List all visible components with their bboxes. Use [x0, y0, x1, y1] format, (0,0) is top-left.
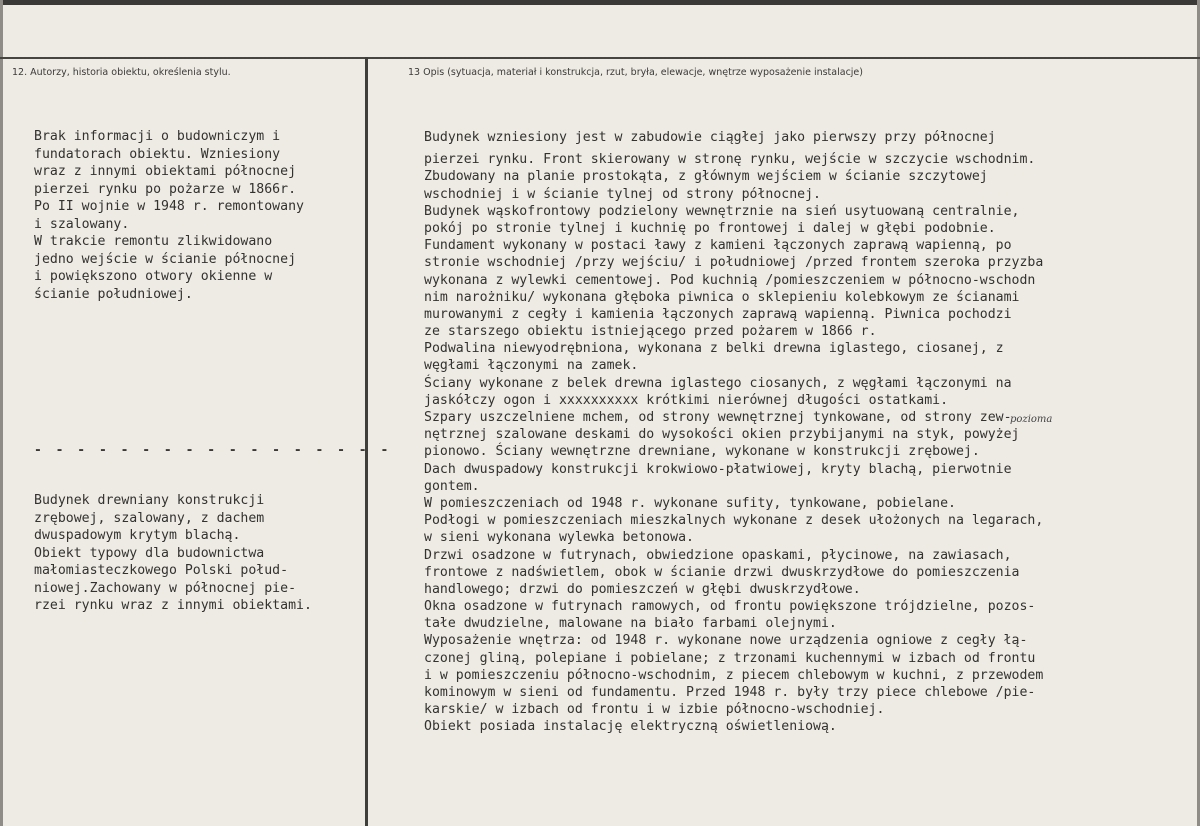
text-line: Brak informacji o budowniczym i — [34, 129, 281, 144]
text-line: Drzwi osadzone w futrynach, obwiedzione opaskami, płycinowe, na zawiasach, — [424, 547, 1012, 563]
text-line: małomiasteczkowego Polski połud- — [34, 563, 289, 578]
text-line: W trakcie remontu zlikwidowano — [34, 234, 273, 249]
text-line: i powiększono otwory okienne w — [34, 269, 273, 284]
text-line: niowej.Zachowany w północnej pie- — [34, 580, 297, 596]
building-description-text — [424, 129, 1043, 736]
text-line: rzei rynku wraz z innymi obiektami. — [34, 598, 312, 613]
text-line: węgłami łączonymi na zamek. — [424, 358, 639, 374]
text-line: wykonana z wylewki cementowej. Pod kuchnią /pomieszczeniem w północno-wschodn — [424, 272, 1036, 288]
text-line: zrębowej, szalowany, z dachem — [34, 510, 265, 526]
section-13-header: 13 Opis (sytuacja, materiał i konstrukcja, rzut, bryła, elewacje, wnętrze wyposażenie instalacje) — [408, 67, 863, 78]
text-line: Budynek wąskofrontowy podzielony wewnętrznie na sień usytuowaną centralnie, — [424, 203, 1020, 219]
text-line: jedno wejście w ścianie północnej — [34, 251, 297, 267]
page-left-edge — [0, 0, 3, 826]
text-line: Szpary uszczelniene mchem, od strony wewnętrznej tynkowane, od strony zew- — [424, 410, 1012, 425]
text-line: jaskółczy ogon i xxxxxxxxxx krótkimi nierównej długości ostatkami. — [424, 392, 949, 408]
text-line: nętrznej szalowane deskami do wysokości okien przybijanymi na styk, powyżej — [424, 427, 1020, 443]
text-line: Budynek drewniany konstrukcji — [34, 493, 265, 508]
handwritten-annotation: pozioma — [1010, 414, 1053, 425]
authors-history-text — [34, 128, 304, 303]
text-line: ze starszego obiektu istniejącego przed pożarem w 1866 r. — [424, 324, 877, 340]
text-line: Zbudowany na planie prostokąta, z głównym wejściem w ścianie szczytowej — [424, 169, 988, 185]
text-line: fundatorach obiektu. Wzniesiony — [34, 146, 281, 162]
text-line: pierzei rynku po pożarze w 1866r. — [34, 181, 297, 197]
text-line: Obiekt typowy dla budownictwa — [34, 545, 265, 561]
text-line: karskie/ w izbach od frontu i w izbie północno-wschodniej. — [424, 702, 885, 718]
text-line: wschodniej i w ścianie tylnej od strony północnej. — [424, 186, 821, 202]
section-12-header: 12. Autorzy, historia obiektu, określenia stylu. — [12, 67, 231, 78]
text-line: pionowo. Ściany wewnętrzne drewniane, wykonane w konstrukcji zrębowej. — [424, 444, 980, 460]
style-definition-text — [34, 492, 312, 615]
column-divider — [365, 57, 368, 826]
text-line: Dach dwuspadowy konstrukcji krokwiowo-płatwiowej, kryty blachą, pierwotnie — [424, 461, 1012, 477]
text-line: Okna osadzone w futrynach ramowych, od frontu powiększone trójdzielne, pozos- — [424, 599, 1036, 615]
text-line: pierzei rynku. Front skierowany w stronę rynku, wejście w szczycie wschodnim. — [424, 152, 1036, 168]
text-line: gontem. — [424, 478, 480, 494]
header-divider — [0, 57, 1200, 59]
text-line: tałe dwudzielne, malowane na biało farbami olejnymi. — [424, 616, 837, 632]
text-line: czonej gliną, polepiane i pobielane; z trzonami kuchennymi w izbach od frontu — [424, 650, 1036, 666]
text-line: frontowe z nadświetlem, obok w ścianie drzwi dwuskrzydłowe do pomieszczenia — [424, 564, 1020, 580]
text-line: w sieni wykonana wylewka betonowa. — [424, 530, 694, 546]
text-line: i w pomieszczeniu północno-wschodnim, z piecem chlebowym w kuchni, z przewodem — [424, 667, 1044, 683]
text-line: Po II wojnie w 1948 r. remontowany — [34, 199, 304, 214]
text-line: nim narożniku/ wykonana głęboka piwnica o sklepieniu kolebkowym ze ścianami — [424, 289, 1020, 305]
text-line: Budynek wzniesiony jest w zabudowie ciągłej jako pierwszy przy północnej — [424, 130, 996, 145]
text-line: handlowego; drzwi do pomieszczeń w głębi dwuskrzydłowe. — [424, 581, 861, 597]
text-line: Fundament wykonany w postaci ławy z kamieni łączonych zaprawą wapienną, po — [424, 238, 1012, 254]
page-top-edge — [0, 0, 1200, 5]
text-line: W pomieszczeniach od 1948 r. wykonane sufity, tynkowane, pobielane. — [424, 495, 956, 511]
text-line: murowanymi z cegły i kamienia łączonych zaprawą wapienną. Piwnica pochodzi — [424, 306, 1012, 322]
text-line: dwuspadowym krytym blachą. — [34, 528, 241, 543]
text-line: Wyposażenie wnętrza: od 1948 r. wykonane nowe urządzenia ogniowe z cegły łą- — [424, 633, 1028, 649]
text-line: wraz z innymi obiektami północnej — [34, 164, 297, 179]
text-line: Obiekt posiada instalację elektryczną oświetleniową. — [424, 719, 837, 735]
text-line: Ściany wykonane z belek drewna iglastego ciosanych, z węgłami łączonymi na — [424, 375, 1012, 391]
text-line: stronie wschodniej /przy wejściu/ i południowej /przed frontem szeroka przyzba — [424, 255, 1044, 271]
text-line: ścianie południowej. — [34, 286, 193, 302]
text-line: i szalowany. — [34, 216, 130, 232]
text-line: Podwalina niewyodrębniona, wykonana z belki drewna iglastego, ciosanej, z — [424, 341, 1004, 357]
text-line: kominowym w sieni od fundamentu. Przed 1948 r. były trzy piece chlebowe /pie- — [424, 685, 1036, 700]
text-line: pokój po stronie tylnej i kuchnię po frontowej i dalej w głębi podobnie. — [424, 220, 996, 236]
dashed-separator: - - - - - - - - - - - - - - - - - — [34, 443, 392, 458]
text-line: Podłogi w pomieszczeniach mieszkalnych wykonane z desek ułożonych na legarach, — [424, 513, 1044, 529]
